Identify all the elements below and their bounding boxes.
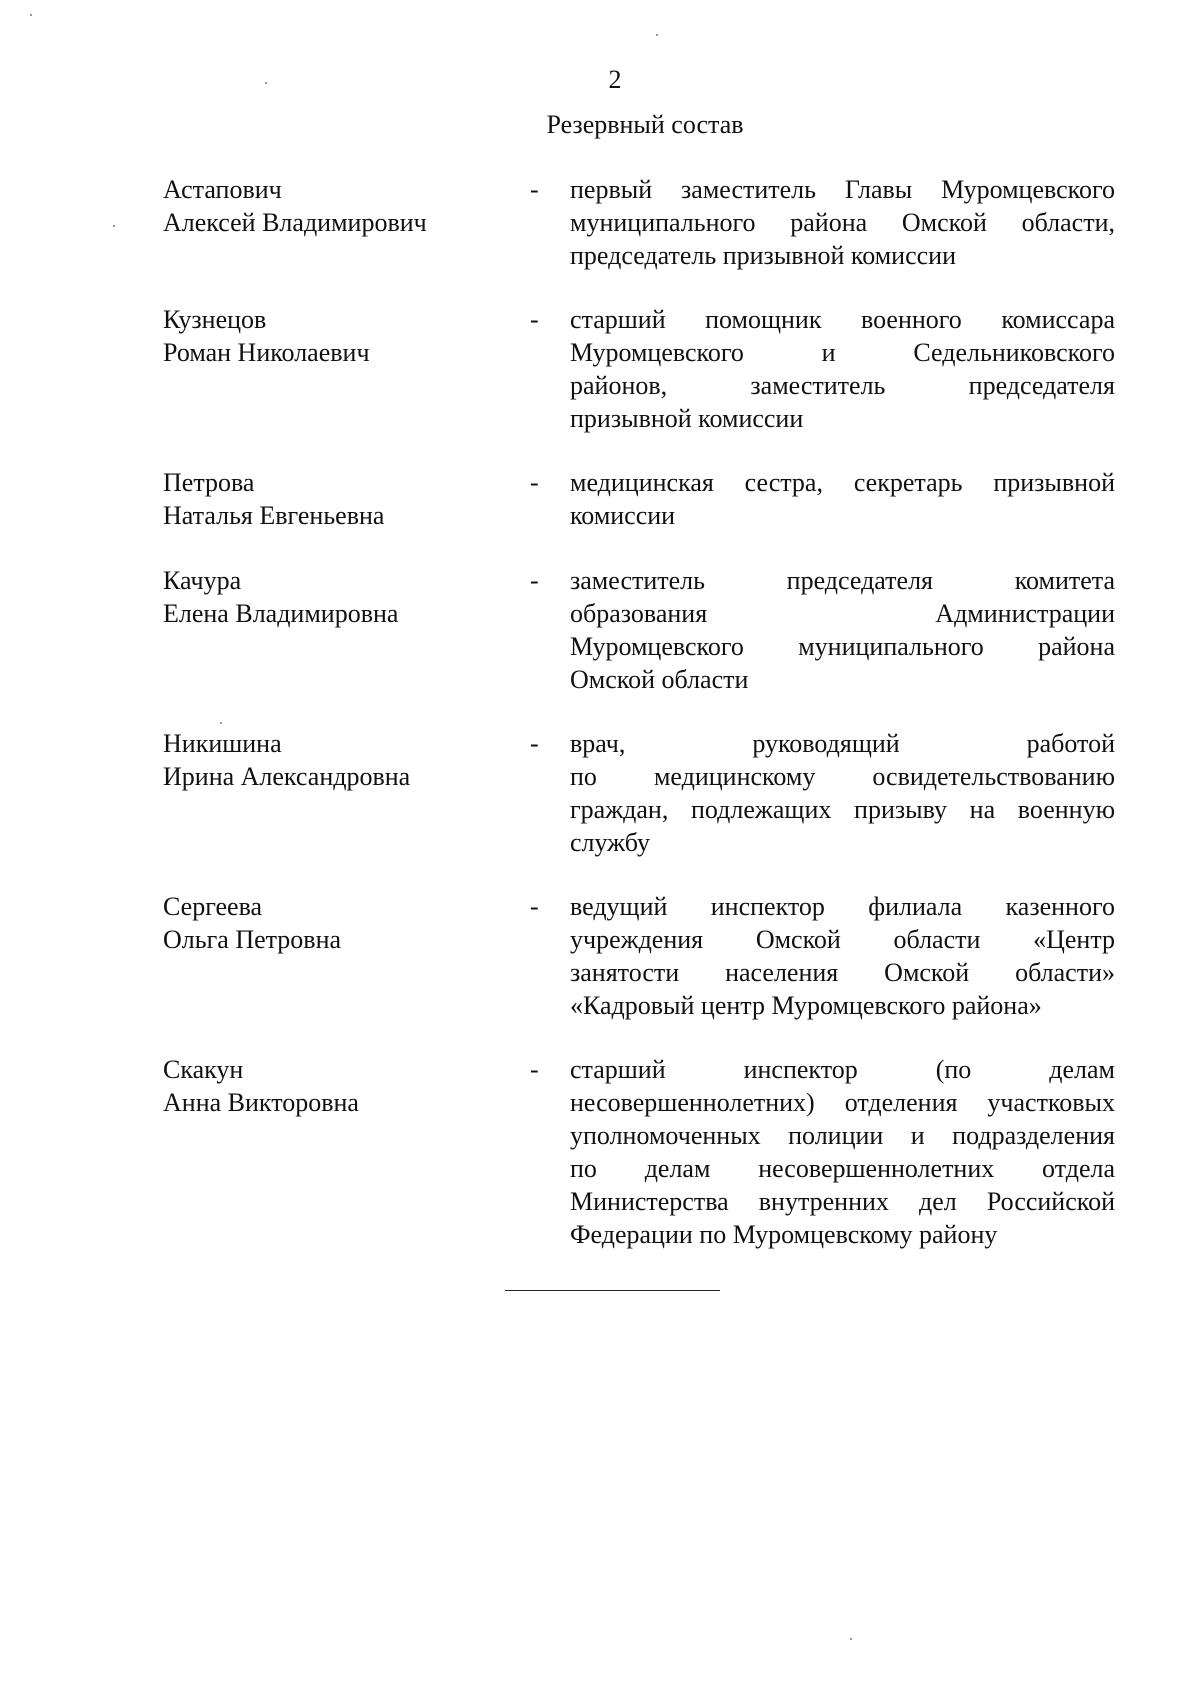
member-position bbox=[570, 173, 1115, 272]
scan-speck bbox=[113, 225, 115, 227]
closing-rule bbox=[505, 1290, 720, 1291]
section-heading: Резервный состав bbox=[546, 110, 744, 139]
entry-dash: - bbox=[530, 566, 539, 595]
position-line: учреждения Омской области «Центр bbox=[570, 925, 1115, 954]
member-given-names: Ольга Петровна bbox=[163, 925, 342, 954]
member-given-names: Ирина Александровна bbox=[163, 762, 411, 791]
position-line: комиссии bbox=[570, 501, 676, 530]
member-position bbox=[570, 890, 1115, 1022]
member-surname: Качура bbox=[163, 566, 242, 595]
member-position bbox=[570, 727, 1115, 859]
position-line: медицинская сестра, секретарь призывной bbox=[570, 468, 1115, 497]
entry-dash: - bbox=[530, 892, 539, 921]
scan-speck bbox=[30, 14, 32, 16]
entry-dash: - bbox=[530, 175, 539, 204]
member-name bbox=[163, 890, 523, 956]
member-surname: Астапович bbox=[163, 175, 282, 204]
position-line: уполномоченных полиции и подразделения bbox=[570, 1121, 1115, 1150]
member-name bbox=[163, 303, 523, 369]
entry-dash: - bbox=[530, 1055, 539, 1084]
entry-dash: - bbox=[530, 305, 539, 334]
member-name bbox=[163, 564, 523, 630]
position-line: врач, руководящий работой bbox=[570, 729, 1115, 758]
member-given-names: Роман Николаевич bbox=[163, 338, 370, 367]
entry-dash: - bbox=[530, 468, 539, 497]
position-line: «Кадровый центр Муромцевского района» bbox=[570, 991, 1042, 1020]
member-given-names: Елена Владимировна bbox=[163, 599, 399, 628]
member-name bbox=[163, 173, 523, 239]
scan-speck bbox=[850, 1638, 852, 1640]
position-line: несовершеннолетних) отделения участковых bbox=[570, 1088, 1115, 1117]
position-line: председатель призывной комиссии bbox=[570, 241, 956, 270]
member-name bbox=[163, 727, 523, 793]
position-line: по медицинскому освидетельствованию bbox=[570, 762, 1115, 791]
member-given-names: Алексей Владимирович bbox=[163, 208, 427, 237]
position-line: муниципального района Омской области, bbox=[570, 208, 1115, 237]
position-line: заместитель председателя комитета bbox=[570, 566, 1115, 595]
position-line: призывной комиссии bbox=[570, 404, 804, 433]
scan-speck bbox=[265, 82, 267, 84]
member-surname: Никишина bbox=[163, 729, 282, 758]
member-given-names: Анна Викторовна bbox=[163, 1088, 359, 1117]
position-line: по делам несовершеннолетних отдела bbox=[570, 1154, 1115, 1183]
position-line: районов, заместитель председателя bbox=[570, 371, 1115, 400]
member-position bbox=[570, 303, 1115, 435]
position-line: Министерства внутренних дел Российской bbox=[570, 1187, 1115, 1216]
position-line: образования Администрации bbox=[570, 599, 1115, 628]
position-line: старший помощник военного комиссара bbox=[570, 305, 1115, 334]
position-line: занятости населения Омской области» bbox=[570, 958, 1115, 987]
member-surname: Петрова bbox=[163, 468, 255, 497]
page-number: 2 bbox=[608, 65, 622, 94]
scan-speck bbox=[656, 34, 658, 36]
member-position bbox=[570, 564, 1115, 696]
position-line: первый заместитель Главы Муромцевского bbox=[570, 175, 1115, 204]
position-line: ведущий инспектор филиала казенного bbox=[570, 892, 1115, 921]
member-given-names: Наталья Евгеньевна bbox=[163, 501, 385, 530]
member-surname: Сергеева bbox=[163, 892, 263, 921]
position-line: службу bbox=[570, 828, 651, 857]
position-line: старший инспектор (по делам bbox=[570, 1055, 1115, 1084]
member-name bbox=[163, 1053, 523, 1119]
member-name bbox=[163, 466, 523, 532]
position-line: Федерации по Муромцевскому району bbox=[570, 1220, 998, 1249]
member-position bbox=[570, 466, 1115, 532]
member-surname: Скакун bbox=[163, 1055, 244, 1084]
position-line: Муромцевского и Седельниковского bbox=[570, 338, 1115, 367]
entry-dash: - bbox=[530, 729, 539, 758]
position-line: Муромцевского муниципального района bbox=[570, 632, 1115, 661]
member-surname: Кузнецов bbox=[163, 305, 267, 334]
scan-speck bbox=[220, 722, 222, 724]
position-line: Омской области bbox=[570, 665, 749, 694]
member-position bbox=[570, 1053, 1115, 1251]
position-line: граждан, подлежащих призыву на военную bbox=[570, 795, 1115, 824]
